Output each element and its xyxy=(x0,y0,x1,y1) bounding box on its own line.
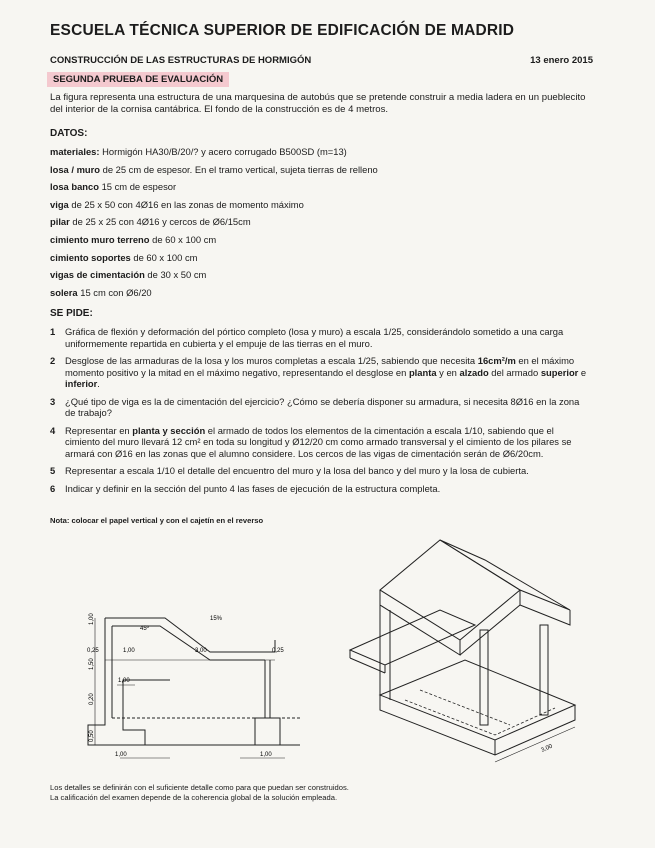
dim-label: 0,25 xyxy=(272,648,284,654)
item-text: Indicar y definir en la sección del punto 4 las fases de ejecución de la estructura completa. xyxy=(65,482,441,494)
datos-row xyxy=(50,269,590,287)
sepide-list xyxy=(50,326,590,500)
sepide-heading: SE PIDE: xyxy=(50,308,93,319)
item-text: . xyxy=(97,378,100,389)
dim-line xyxy=(495,727,575,762)
item-text: ¿Qué tipo de viga es la de cimentación del ejercicio? ¿Cómo se debería disponer su armadura, si necesita 8Ø16 en la zona de trabajo? xyxy=(65,395,580,418)
isometric-drawing xyxy=(320,530,590,775)
item-bold: planta xyxy=(408,366,437,378)
item-number: 2 xyxy=(50,355,56,366)
datos-text: de 25 x 25 con 4Ø16 y cercos de Ø6/15cm xyxy=(69,216,251,228)
item-number: 1 xyxy=(50,326,56,337)
datos-text: 15 cm de espesor xyxy=(98,181,177,193)
item-text: en el máximo momento positivo y la mitad en el máximo negativo, representando el desglose en xyxy=(65,355,575,378)
datos-label: materiales: xyxy=(50,146,100,157)
dim-label: 3,00 xyxy=(540,743,554,754)
pillar xyxy=(540,625,548,715)
datos-text: 15 cm con Ø6/20 xyxy=(77,286,152,298)
datos-row xyxy=(50,216,590,234)
hidden-line xyxy=(420,690,510,725)
datos-label: cimiento soportes xyxy=(50,251,131,263)
dim-label: 0,25 xyxy=(87,648,99,654)
course-title: CONSTRUCCIÓN DE LAS ESTRUCTURAS DE HORMIGÓN xyxy=(50,55,312,66)
datos-text: de 25 cm de espesor. En el tramo vertical, sujeta tierras de relleno xyxy=(100,163,378,175)
footing xyxy=(255,718,280,745)
datos-heading: DATOS: xyxy=(50,128,88,139)
school-title: ESCUELA TÉCNICA SUPERIOR DE EDIFICACIÓN DE MADRID xyxy=(50,22,515,39)
datos-list xyxy=(50,146,590,304)
slope-label: 15% xyxy=(210,616,223,622)
datos-label: vigas de cimentación xyxy=(50,269,145,281)
datos-label: viga xyxy=(50,198,69,210)
datos-text: Hormigón HA30/B/20/? y acero corrugado B500SD (m=13) xyxy=(99,146,347,157)
item-bold: inferior xyxy=(65,378,98,389)
item-bold: planta y sección xyxy=(132,424,206,436)
item-number: 3 xyxy=(50,395,56,407)
datos-row xyxy=(50,287,590,305)
footer xyxy=(50,783,349,803)
item-number: 6 xyxy=(50,482,56,494)
datos-label: losa / muro xyxy=(50,163,101,175)
datos-row xyxy=(50,164,590,182)
dim-label: 1,00 xyxy=(260,752,272,758)
list-item xyxy=(50,396,590,419)
test-title: SEGUNDA PRUEBA DE EVALUACIÓN xyxy=(47,72,229,87)
item-bold: alzado xyxy=(459,366,489,378)
item-text: e xyxy=(578,366,587,378)
item-bold: 16cm²/m xyxy=(477,355,516,366)
section-drawing xyxy=(60,600,305,770)
item-text: y en xyxy=(436,366,460,378)
datos-text: de 30 x 50 cm xyxy=(144,269,207,281)
item-text: Representar en xyxy=(65,424,133,436)
roof-slope xyxy=(440,540,570,610)
note-text: Nota: colocar el papel vertical y con el cajetín en el reverso xyxy=(50,516,264,525)
pillar xyxy=(480,630,488,725)
list-item xyxy=(50,355,590,390)
datos-label: solera xyxy=(50,286,78,298)
datos-text: de 60 x 100 cm xyxy=(130,251,198,263)
item-text: Gráfica de flexión y deformación del pórtico completo (losa y muro) a escala 1/25, considerándolo sometido a una carga uniformemente repartida en cubierta y el empuje de las tierras en el muro. xyxy=(65,326,564,349)
datos-row xyxy=(50,199,590,217)
roof-edge xyxy=(520,605,570,625)
list-item xyxy=(50,483,590,495)
item-number: 5 xyxy=(50,465,56,476)
dim-label: 1,00 xyxy=(118,678,130,684)
list-item xyxy=(50,326,590,349)
datos-label: cimiento muro terreno xyxy=(50,233,150,245)
item-text: Representar a escala 1/10 el detalle del encuentro del muro y la losa del banco y del muro y la losa de cubierta. xyxy=(65,465,529,476)
datos-row xyxy=(50,252,590,270)
dim-label: 1,00 xyxy=(89,613,95,625)
dim-label: 0,50 xyxy=(89,730,95,742)
intro-paragraph: La figura representa una estructura de una marquesina de autobús que se pretende construir a media ladera en un pueblecito del interior de la cornisa cantábrica. El fondo de la construcción es de 4 metros. xyxy=(50,92,586,115)
dim-label: 1,50 xyxy=(89,658,95,670)
dim-label: 0,20 xyxy=(89,693,95,705)
angle-label: 45º xyxy=(140,626,149,632)
footer-line: La calificación del examen depende de la coherencia global de la solución empleada. xyxy=(50,793,338,802)
datos-text: de 25 x 50 con 4Ø16 en las zonas de momento máximo xyxy=(68,198,304,210)
datos-row xyxy=(50,181,590,199)
list-item xyxy=(50,465,590,477)
datos-row xyxy=(50,234,590,252)
datos-label: pilar xyxy=(50,216,70,228)
roof-plane xyxy=(380,540,520,640)
datos-label: losa banco xyxy=(50,181,99,193)
item-text: el armado de todos los elementos de la cimentación a escala 1/10, sabiendo que el cimiento del muro llevará 12 cm² en toda su longitud y Ø12/20 cm como armado transversal y el cimiento de los pilares se armará con Ø16 en las zonas que el alumno considere. Los cercos de las vigas de cimentación serán de Ø6/20cm. xyxy=(65,424,572,459)
item-text: Desglose de las armaduras de la losa y los muros completas a escala 1/25, sabiendo que necesita xyxy=(65,355,478,366)
dim-label: 1,00 xyxy=(123,648,135,654)
datos-row xyxy=(50,146,590,164)
footer-line: Los detalles se definirán con el suficiente detalle como para que puedan ser construidos. xyxy=(50,783,349,792)
roof-edge xyxy=(380,590,460,655)
dim-label: 1,00 xyxy=(115,752,127,758)
item-number: 4 xyxy=(50,424,56,436)
list-item xyxy=(50,425,590,460)
item-bold: superior xyxy=(540,366,579,378)
datos-text: de 60 x 100 cm xyxy=(149,233,217,245)
item-text: del armado xyxy=(488,366,541,378)
dim-label: 3,00 xyxy=(195,648,207,654)
roof-inner xyxy=(112,626,265,660)
exam-date: 13 enero 2015 xyxy=(530,55,593,66)
